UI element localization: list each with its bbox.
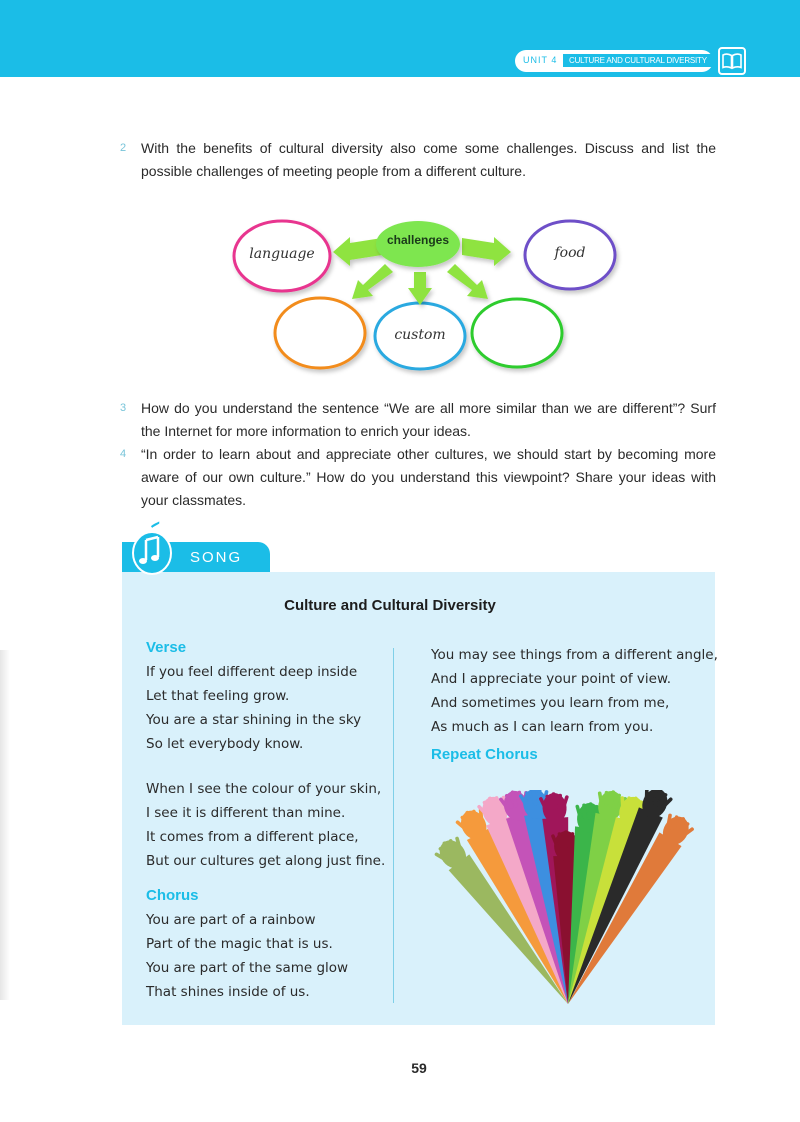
label-challenges: challenges bbox=[386, 233, 450, 247]
music-note-icon bbox=[130, 520, 186, 576]
hand-finger bbox=[600, 793, 602, 804]
question-text: How do you understand the sentence “We are all more similar than we are different”? Surf the Internet for more information to enrich your ideas. bbox=[141, 400, 716, 439]
hand-finger bbox=[554, 794, 555, 808]
lyric-line: When I see the colour of your skin, bbox=[146, 781, 382, 797]
lyric-line: You are part of a rainbow bbox=[146, 912, 316, 928]
lyric-line: That shines inside of us. bbox=[146, 984, 310, 1000]
label-language: language bbox=[249, 246, 315, 262]
label-food: food bbox=[554, 245, 586, 261]
lyric-line: And I appreciate your point of view. bbox=[431, 671, 672, 687]
page-edge-shadow bbox=[0, 650, 10, 1000]
unit-label: UNIT 4 bbox=[523, 55, 558, 65]
question-number: 2 bbox=[120, 142, 127, 154]
lyric-line: And sometimes you learn from me, bbox=[431, 695, 670, 711]
question-3 bbox=[120, 397, 716, 443]
song-right-column bbox=[431, 643, 718, 767]
arrow-down-left bbox=[352, 264, 393, 299]
lyric-line: You are a star shining in the sky bbox=[146, 712, 362, 728]
lyric-line: If you feel different deep inside bbox=[146, 664, 358, 680]
unit-title: CULTURE AND CULTURAL DIVERSITY bbox=[563, 54, 713, 67]
lyric-line: So let everybody know. bbox=[146, 736, 304, 752]
verse-heading: Verse bbox=[146, 639, 187, 656]
arrow-down-right bbox=[447, 264, 488, 299]
lyric-line: It comes from a different place, bbox=[146, 829, 359, 845]
column-divider bbox=[393, 648, 394, 1003]
label-custom: custom bbox=[394, 327, 446, 343]
lyric-line: As much as I can learn from you. bbox=[431, 719, 654, 735]
hand-finger bbox=[589, 804, 591, 818]
lyric-line: I see it is different than mine. bbox=[146, 805, 346, 821]
hand-finger bbox=[668, 815, 670, 826]
arrow-left bbox=[333, 237, 382, 266]
hand-finger bbox=[559, 796, 560, 808]
lyric-line: You may see things from a different angle, bbox=[431, 647, 718, 663]
lyric-line: Let that feeling grow. bbox=[146, 688, 290, 704]
question-4 bbox=[120, 443, 716, 512]
oval-blank-right bbox=[472, 299, 562, 367]
song-title: Culture and Cultural Diversity bbox=[284, 597, 496, 614]
hand-finger bbox=[584, 805, 585, 817]
song-tab-label: SONG bbox=[190, 549, 243, 566]
chorus-heading: Chorus bbox=[146, 887, 199, 904]
oval-blank-left bbox=[275, 298, 365, 368]
arrow-down bbox=[408, 272, 432, 305]
hand-finger bbox=[571, 834, 573, 846]
hand-finger bbox=[533, 790, 535, 804]
question-text: With the benefits of cultural diversity also come some challenges. Discuss and list the possible challenges of meeting people from a different culture. bbox=[141, 140, 716, 179]
hand-finger bbox=[497, 798, 499, 810]
hand-finger bbox=[559, 834, 561, 846]
page-number: 59 bbox=[411, 1060, 427, 1076]
lyric-line: Part of the magic that is us. bbox=[146, 936, 333, 952]
arrow-right bbox=[462, 237, 511, 266]
hand-finger bbox=[627, 798, 629, 810]
repeat-chorus: Repeat Chorus bbox=[431, 746, 538, 763]
lyric-line: But our cultures get along just fine. bbox=[146, 853, 386, 869]
question-text: “In order to learn about and appreciate other cultures, we should start by becoming more aware of our own culture.” How do you understand this viewpoint? Share your ideas with your classmates. bbox=[141, 446, 716, 508]
song-left-column bbox=[146, 636, 385, 1004]
hand-finger bbox=[622, 798, 623, 809]
question-number: 3 bbox=[120, 402, 127, 414]
lyric-line: You are part of the same glow bbox=[146, 960, 349, 976]
question-number: 4 bbox=[120, 448, 127, 460]
hand-finger bbox=[606, 793, 607, 805]
rainbow-hands-illustration bbox=[430, 790, 710, 1012]
